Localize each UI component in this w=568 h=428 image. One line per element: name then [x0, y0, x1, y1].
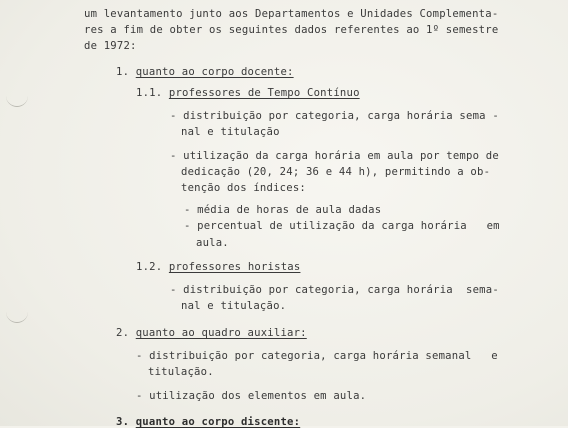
list-item: - utilização da carga horária em aula por tempo de — [170, 150, 499, 162]
section-2-title: quanto ao quadro auxiliar: — [135, 327, 307, 339]
list-item: nal e titulação — [181, 126, 280, 138]
subsection-1-1-number: 1.1. — [136, 87, 163, 99]
subsection-1-2-title: professores horistas — [168, 261, 301, 273]
list-item: - percentual de utilização da carga horária em — [184, 220, 500, 232]
list-item: - distribuição por categoria, carga horária sema - — [170, 110, 499, 122]
section-2-heading — [116, 327, 307, 339]
binder-hole-mark — [6, 312, 28, 323]
list-item: tenção dos índices: — [181, 182, 306, 194]
intro-line: res a fim de obter os seguintes dados referentes ao 1º semestre — [84, 24, 499, 36]
section-2-number: 2. — [116, 327, 130, 339]
section-1-number: 1. — [116, 66, 130, 78]
list-item: titulação. — [148, 366, 214, 378]
list-item: aula. — [196, 237, 229, 249]
section-3-number: 3. — [116, 416, 130, 428]
list-item: dedicação (20, 24; 36 e 44 h), permitindo a ob- — [181, 166, 491, 178]
section-1-title: quanto ao corpo docente: — [135, 66, 294, 78]
list-item: - utilização dos elementos em aula. — [136, 390, 367, 402]
subsection-1-2-heading — [136, 261, 300, 273]
subsection-1-2-number: 1.2. — [136, 261, 163, 273]
subsection-1-1-title: professores de Tempo Contínuo — [168, 87, 360, 99]
section-3-title: quanto ao corpo discente: — [135, 416, 301, 428]
list-item: - distribuição por categoria, carga horária sema- — [170, 284, 499, 296]
binder-hole-mark — [6, 96, 28, 107]
section-3-heading — [116, 416, 300, 428]
section-1-heading — [116, 66, 294, 78]
intro-line: de 1972: — [84, 40, 137, 52]
list-item: nal e titulação. — [181, 300, 287, 312]
subsection-1-1-heading — [136, 87, 360, 99]
list-item: - média de horas de aula dadas — [184, 204, 382, 216]
list-item: - distribuição por categoria, carga horária semanal e — [136, 350, 498, 362]
intro-line: um levantamento junto aos Departamentos e Unidades Complementa- — [84, 8, 499, 20]
